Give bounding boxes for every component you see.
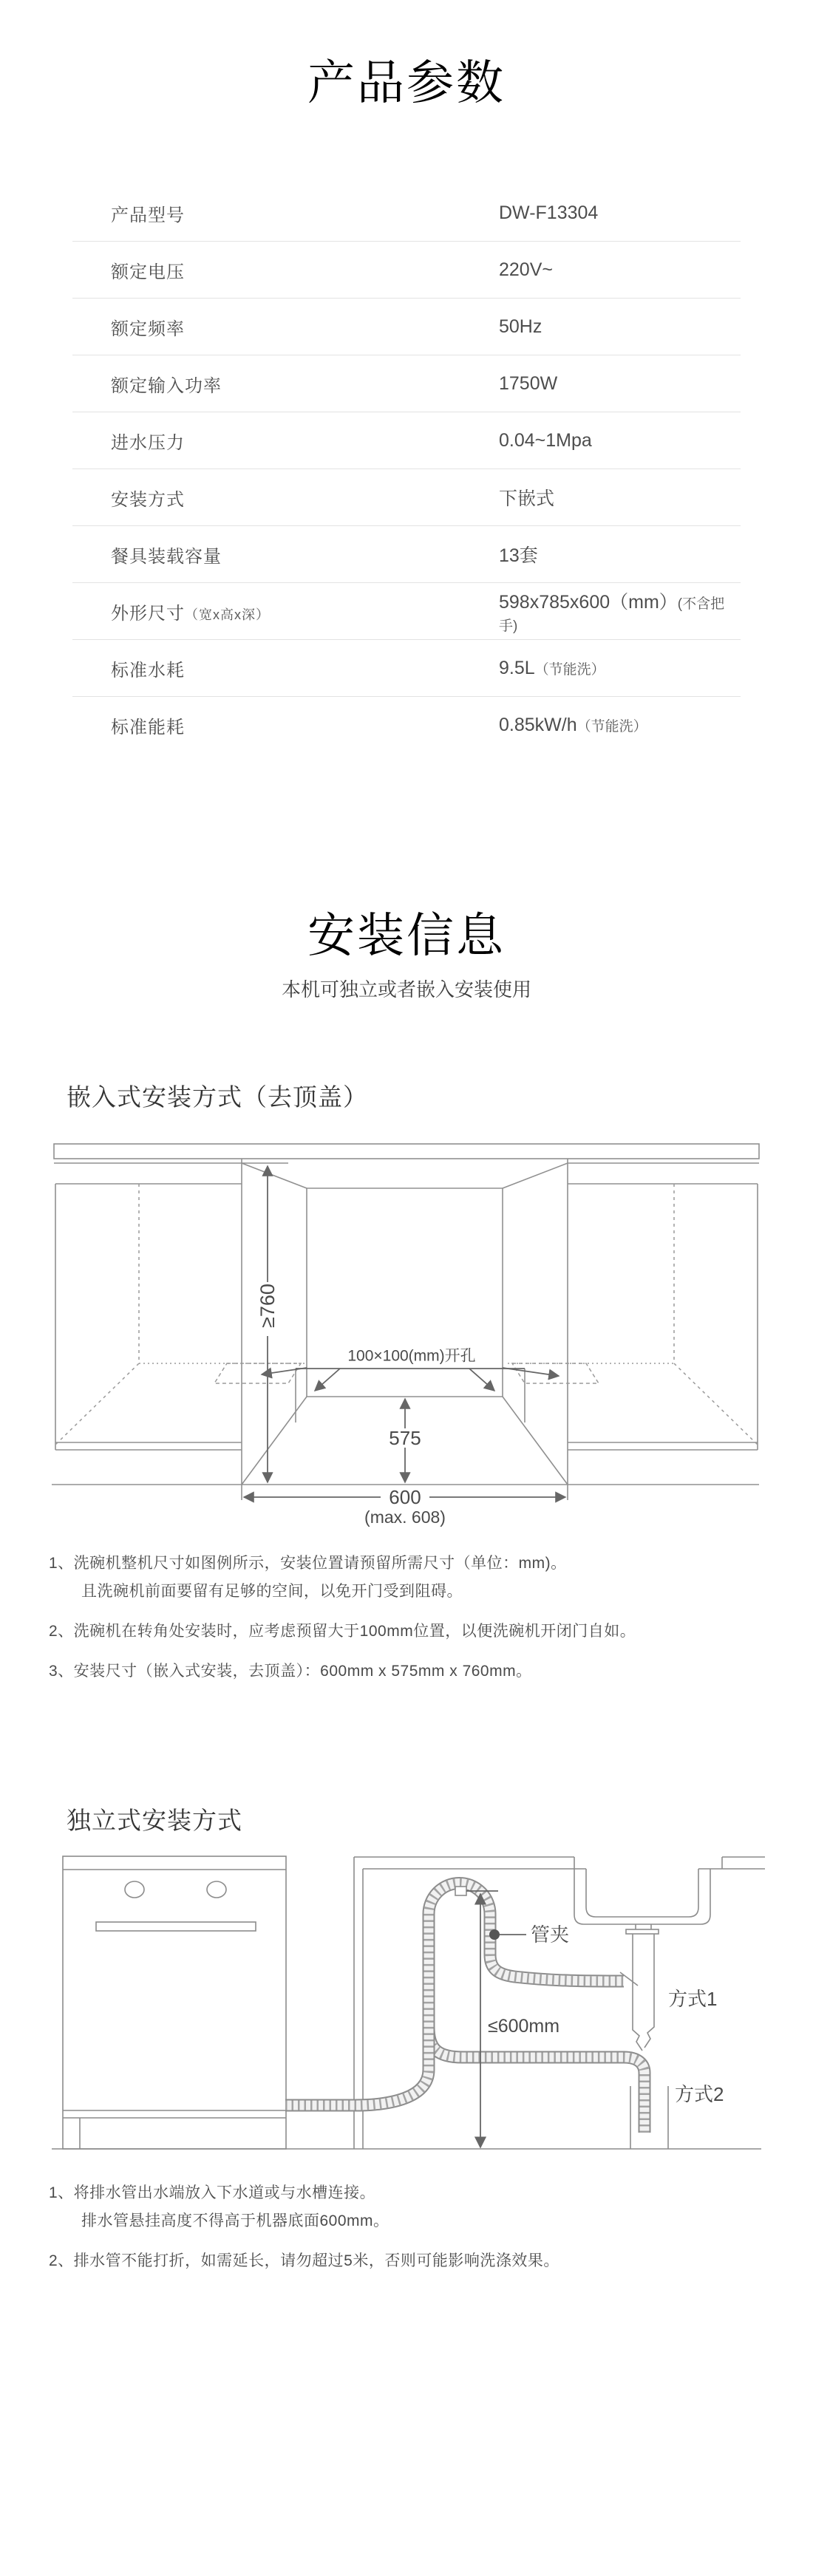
spec-label-text: 额定输入功率 (111, 375, 222, 396)
spec-value (499, 658, 605, 679)
spec-row-install-type (72, 469, 741, 526)
product-params-title: 产品参数 (307, 56, 506, 109)
hose-height-label: ≤600mm (488, 2016, 560, 2037)
spec-label (111, 485, 185, 511)
dim-width-max-label: (max. 608) (364, 1507, 446, 1527)
spec-label-text: 安装方式 (111, 489, 185, 510)
spec-value-text: 0.04~1Mpa (499, 429, 592, 451)
spec-label (111, 428, 185, 454)
spec-label (111, 371, 222, 397)
spec-value-text: 13套 (499, 545, 538, 566)
method1-label: 方式1 (668, 1988, 718, 2010)
install-info-title: 安装信息 (307, 909, 506, 962)
note-line: 3、安装尺寸（嵌入式安装，去顶盖）：600mm x 575mm x 760mm。 (49, 1663, 532, 1680)
pipe-clamp-label: 管夹 (531, 1924, 570, 1946)
spec-label-text: 标准能耗 (111, 717, 185, 737)
spec-label (111, 655, 185, 681)
spec-value-note: （节能洗） (576, 718, 647, 735)
pipe-clamp-dot (489, 1929, 500, 1940)
spec-label (111, 200, 185, 226)
dim-depth-label: 575 (389, 1427, 421, 1449)
dim-width-label: 600 (389, 1486, 421, 1508)
note-line: 2、排水管不能打折，如需延长，请勿超过5米，否则可能影响洗涤效果。 (49, 2252, 559, 2269)
spec-row-model (72, 185, 741, 242)
dim-height-label: ≥760 (256, 1284, 279, 1328)
spec-row-power (72, 355, 741, 412)
spec-row-capacity (72, 526, 741, 583)
spec-value-text: 1750W (499, 372, 558, 394)
embedded-install-diagram (44, 1142, 769, 1537)
spec-value (499, 259, 553, 281)
spec-label-text: 外形尺寸 (111, 603, 185, 624)
spec-row-water-consumption (72, 640, 741, 697)
embedded-install-notes (49, 1552, 636, 1683)
freestanding-install-heading: 独立式安装方式 (67, 1807, 242, 1834)
install-info-subtitle: 本机可独立或者嵌入安装使用 (281, 978, 531, 1001)
spec-row-dimensions (72, 583, 741, 640)
spec-value (499, 587, 741, 636)
spec-label-text: 餐具装载容量 (111, 546, 222, 567)
note-line: 且洗碗机前面要留有足够的空间，以免开门受到阻碍。 (81, 1583, 463, 1600)
spec-value (499, 316, 542, 338)
spec-value-text: DW-F13304 (499, 202, 599, 223)
note-line: 2、洗碗机在转角处安装时，应考虑预留大于100mm位置，以便洗碗机开闭门自如。 (49, 1623, 636, 1640)
spec-row-frequency (72, 299, 741, 355)
spec-value-text: 50Hz (499, 316, 542, 337)
spec-table (72, 185, 741, 753)
spec-label-text: 进水压力 (111, 432, 185, 453)
spec-value-text: 下嵌式 (499, 488, 555, 509)
spec-value-text: 9.5L (499, 657, 535, 678)
spec-value-note: （节能洗） (534, 661, 605, 678)
spec-value-text: 220V~ (499, 259, 553, 280)
freestanding-install-diagram (44, 1851, 769, 2150)
spec-label-text: 产品型号 (111, 205, 185, 225)
spec-label-text: 额定频率 (111, 318, 185, 339)
spec-value (499, 715, 647, 736)
spec-label-text: 标准水耗 (111, 660, 185, 681)
note-line: 排水管悬挂高度不得高于机器底面600mm。 (81, 2212, 390, 2229)
spec-value-note: (不含把手) (499, 596, 725, 634)
note-line: 1、洗碗机整机尺寸如图例所示，安装位置请预留所需尺寸（单位：mm)。 (49, 1555, 567, 1572)
spec-label-note: （宽x高x深） (185, 607, 270, 622)
spec-label (111, 314, 185, 340)
spec-label (111, 257, 185, 283)
spec-value (499, 484, 554, 511)
spec-label (111, 599, 270, 624)
embedded-install-heading: 嵌入式安装方式（去顶盖） (67, 1083, 368, 1111)
cutout-label: 100×100(mm)开孔 (347, 1347, 476, 1365)
spec-label (111, 542, 222, 568)
note-line: 1、将排水管出水端放入下水道或与水槽连接。 (49, 2184, 376, 2201)
spec-value-text: 598x785x600（mm） (499, 591, 678, 613)
spec-label-text: 额定电压 (111, 262, 185, 282)
spec-value (499, 373, 557, 395)
spec-row-voltage (72, 242, 741, 299)
spec-value (499, 541, 538, 568)
spec-value (499, 202, 598, 224)
spec-row-energy-consumption (72, 697, 741, 753)
spec-value (499, 430, 592, 452)
spec-row-water-pressure (72, 412, 741, 469)
spec-label (111, 712, 185, 738)
spec-value-text: 0.85kW/h (499, 714, 577, 735)
freestanding-install-notes (49, 2181, 559, 2273)
method2-label: 方式2 (675, 2083, 724, 2105)
